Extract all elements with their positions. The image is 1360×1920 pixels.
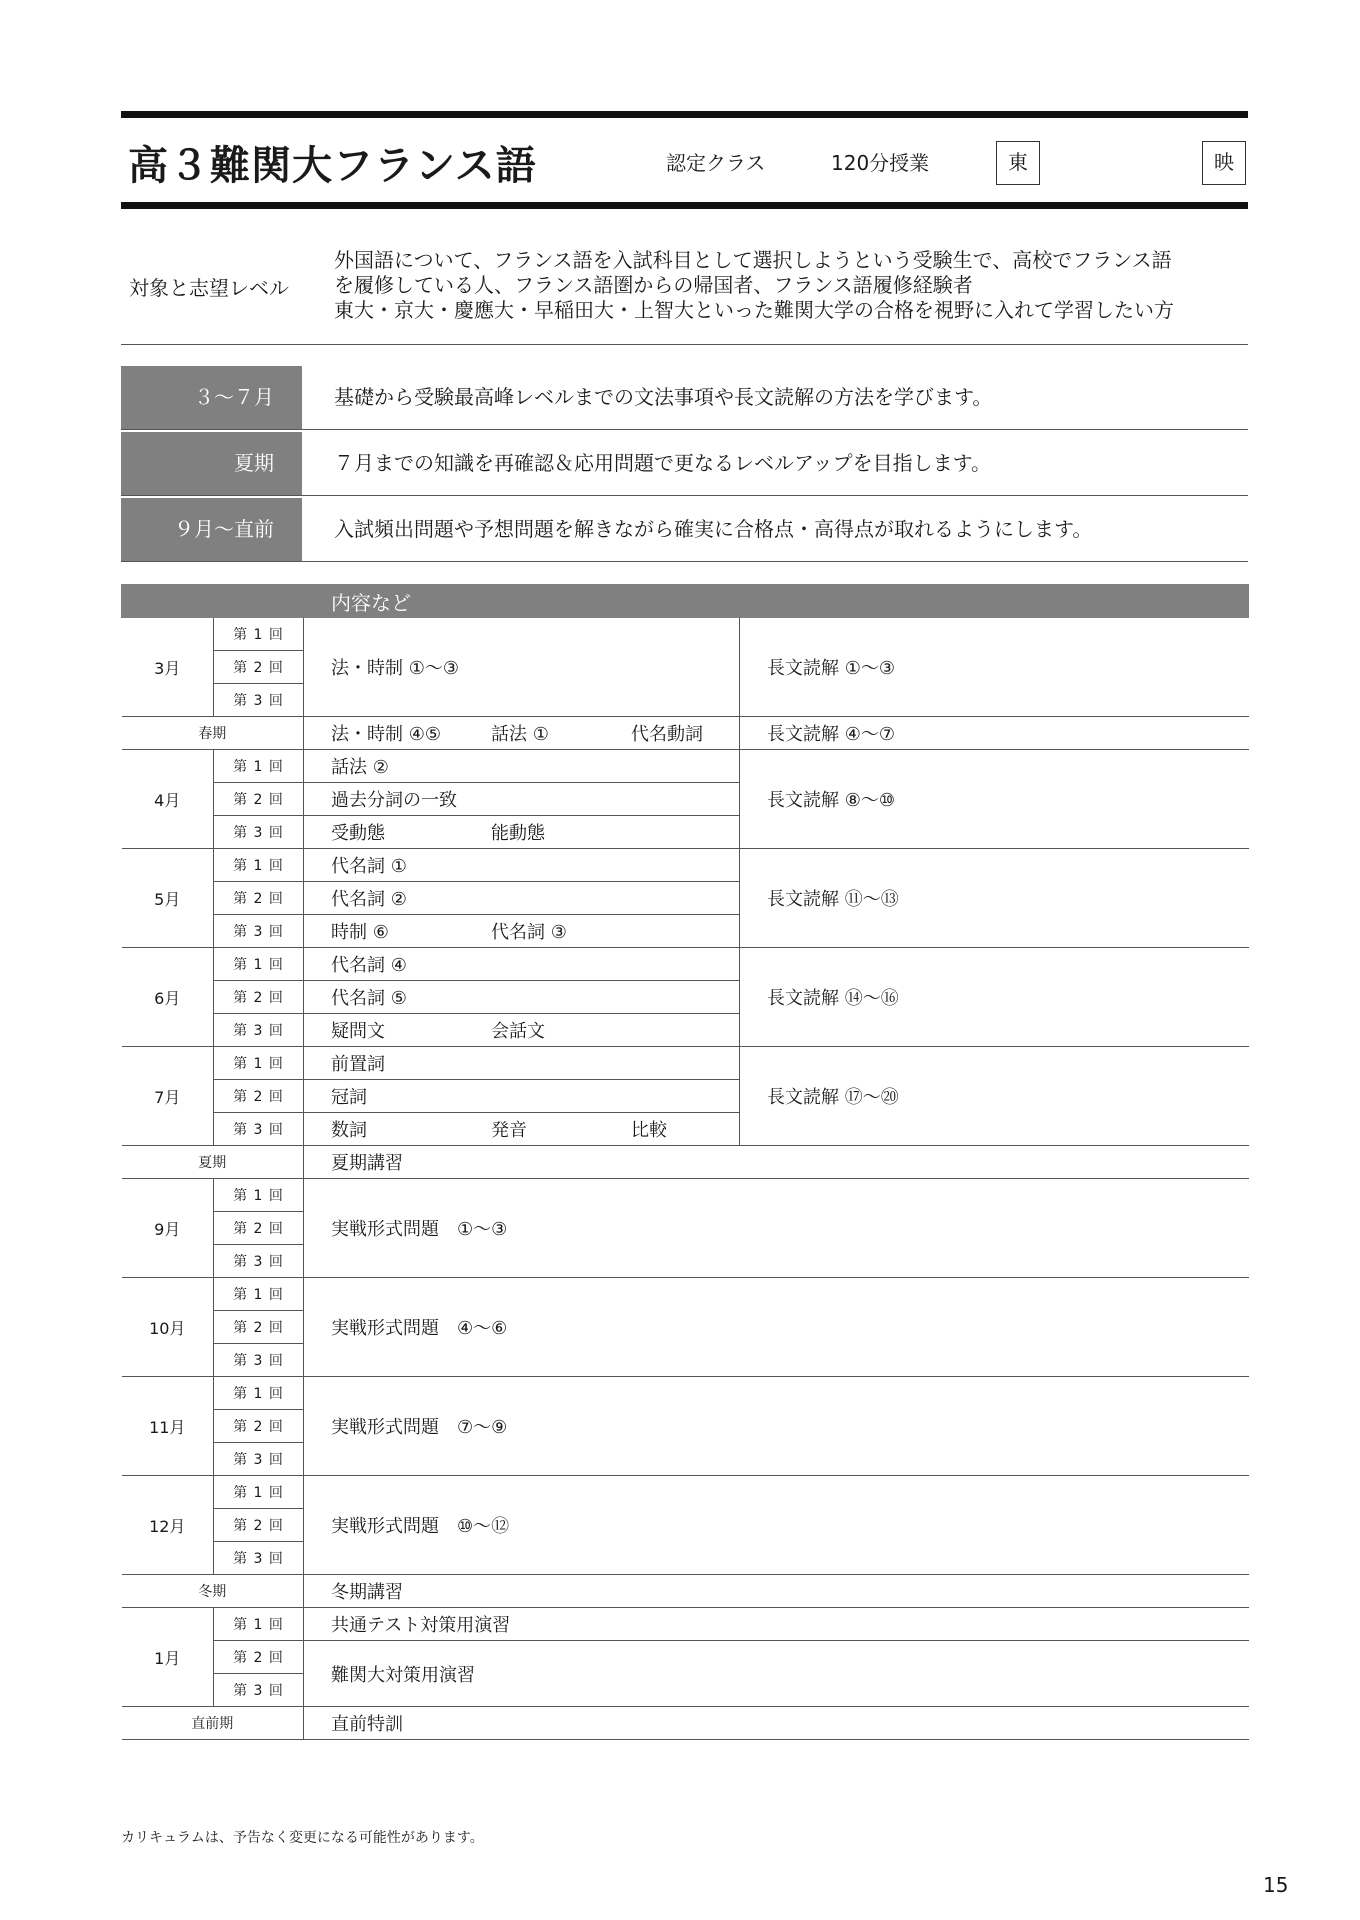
- term-cell: 夏期: [122, 1146, 304, 1179]
- phase-text: 基礎から受験最高峰レベルまでの文法事項や長文読解の方法を学びます。: [334, 385, 993, 409]
- session-cell: 第 3 回: [214, 1245, 304, 1278]
- schedule-table: [121, 584, 1249, 1740]
- content-cell: 実戦形式問題 ⑩～⑫: [304, 1476, 1249, 1575]
- month-cell: 4月: [122, 750, 214, 849]
- session-cell: 第 2 回: [214, 651, 304, 684]
- table-row: [122, 849, 1249, 882]
- session-cell: 第 3 回: [214, 1443, 304, 1476]
- lesson-duration: 120分授業: [831, 151, 930, 175]
- badge-movie: 映: [1202, 141, 1246, 185]
- content-item: 時制 ⑥: [331, 922, 389, 943]
- curriculum-note: カリキュラムは、予告なく変更になる可能性があります。: [121, 1830, 484, 1846]
- badge-east: 東: [996, 141, 1040, 185]
- session-cell: 第 3 回: [214, 1113, 304, 1146]
- content-cell: 実戦形式問題 ⑦～⑨: [304, 1377, 1249, 1476]
- reading-cell: 長文読解 ⑰～⑳: [740, 1047, 1249, 1146]
- phase-text: ７月までの知識を再確認＆応用問題で更なるレベルアップを目指します。: [334, 451, 991, 475]
- term-cell: 冬期: [122, 1575, 304, 1608]
- session-cell: 第 2 回: [214, 783, 304, 816]
- content-cell: 代名詞 ⑤: [304, 981, 740, 1014]
- session-cell: 第 2 回: [214, 1212, 304, 1245]
- session-cell: 第 1 回: [214, 849, 304, 882]
- session-cell: 第 3 回: [214, 1542, 304, 1575]
- table-row: [122, 1179, 1249, 1212]
- reading-cell: 長文読解 ⑭～⑯: [740, 948, 1249, 1047]
- month-cell: 3月: [122, 618, 214, 717]
- phase-label: ３～７月: [121, 366, 302, 429]
- content-cell: 冠詞: [304, 1080, 740, 1113]
- table-row: [122, 1146, 1249, 1179]
- table-row: [122, 1707, 1249, 1740]
- term-cell: 直前期: [122, 1707, 304, 1740]
- reading-cell: 長文読解 ⑧～⑩: [740, 750, 1249, 849]
- content-cell: 共通テスト対策用演習: [304, 1608, 1249, 1641]
- session-cell: 第 3 回: [214, 1344, 304, 1377]
- target-line: を履修している人、フランス語圏からの帰国者、フランス語履修経験者: [334, 273, 973, 297]
- content-item: 比較: [631, 1120, 667, 1141]
- content-cell: [304, 717, 740, 750]
- content-item: 話法 ①: [491, 724, 549, 745]
- phase-text: 入試頻出問題や予想問題を解きながら確実に合格点・高得点が取れるようにします。: [334, 517, 1093, 541]
- session-cell: 第 1 回: [214, 1608, 304, 1641]
- month-cell: 9月: [122, 1179, 214, 1278]
- course-title: 高３難関大フランス語: [128, 143, 537, 189]
- table-row: [122, 948, 1249, 981]
- page-number: 15: [1263, 1873, 1289, 1897]
- month-cell: 10月: [122, 1278, 214, 1377]
- content-item: 代名動詞: [631, 724, 703, 745]
- content-cell: 話法 ②: [304, 750, 740, 783]
- session-cell: 第 2 回: [214, 1311, 304, 1344]
- schedule-header: 内容など: [304, 585, 1249, 618]
- schedule-header-row: [122, 585, 1249, 618]
- phase-row: [121, 498, 1248, 562]
- phase-list: [121, 366, 1248, 564]
- content-item: 数詞: [331, 1120, 367, 1141]
- target-line: 東大・京大・慶應大・早稲田大・上智大といった難関大学の合格を視野に入れて学習したい方: [334, 298, 1174, 322]
- content-item: 法・時制 ④⑤: [331, 724, 441, 745]
- table-row: [122, 1641, 1249, 1674]
- reading-cell: 長文読解 ④～⑦: [740, 717, 1249, 750]
- table-row: [122, 1377, 1249, 1410]
- phase-label: 夏期: [121, 432, 302, 495]
- table-row: [122, 618, 1249, 651]
- course-header: [121, 111, 1248, 209]
- session-cell: 第 1 回: [214, 1179, 304, 1212]
- phase-row: [121, 432, 1248, 496]
- session-cell: 第 1 回: [214, 1476, 304, 1509]
- month-cell: 12月: [122, 1476, 214, 1575]
- content-cell: 実戦形式問題 ①～③: [304, 1179, 1249, 1278]
- content-cell: [304, 1113, 740, 1146]
- session-cell: 第 3 回: [214, 684, 304, 717]
- session-cell: 第 3 回: [214, 816, 304, 849]
- session-cell: 第 3 回: [214, 915, 304, 948]
- reading-cell: 長文読解 ①～③: [740, 618, 1249, 717]
- table-row: [122, 1476, 1249, 1509]
- table-row: [122, 717, 1249, 750]
- content-cell: [304, 1014, 740, 1047]
- month-cell: 7月: [122, 1047, 214, 1146]
- session-cell: 第 1 回: [214, 618, 304, 651]
- content-cell: 代名詞 ①: [304, 849, 740, 882]
- month-cell: 1月: [122, 1608, 214, 1707]
- month-cell: 6月: [122, 948, 214, 1047]
- class-type: 認定クラス: [666, 151, 766, 175]
- session-cell: 第 2 回: [214, 1080, 304, 1113]
- target-line: 外国語について、フランス語を入試科目として選択しようという受験生で、高校でフランス語: [334, 248, 1172, 272]
- month-cell: 11月: [122, 1377, 214, 1476]
- content-cell: 法・時制 ①～③: [304, 618, 740, 717]
- target-text: [334, 248, 1174, 323]
- content-cell: 実戦形式問題 ④～⑥: [304, 1278, 1249, 1377]
- content-item: 会話文: [491, 1021, 545, 1042]
- target-section: [121, 228, 1248, 345]
- content-cell: 過去分詞の一致: [304, 783, 740, 816]
- content-cell: 難関大対策用演習: [304, 1641, 1249, 1707]
- session-cell: 第 1 回: [214, 1047, 304, 1080]
- content-item: 受動態: [331, 823, 385, 844]
- table-row: [122, 1575, 1249, 1608]
- target-label: 対象と志望レベル: [129, 276, 289, 300]
- content-item: 代名詞 ③: [491, 922, 567, 943]
- session-cell: 第 2 回: [214, 1509, 304, 1542]
- term-cell: 春期: [122, 717, 304, 750]
- content-cell: [304, 915, 740, 948]
- month-cell: 5月: [122, 849, 214, 948]
- session-cell: 第 1 回: [214, 948, 304, 981]
- content-item: 発音: [491, 1120, 527, 1141]
- content-cell: 前置詞: [304, 1047, 740, 1080]
- session-cell: 第 2 回: [214, 1641, 304, 1674]
- content-cell: 夏期講習: [304, 1146, 1249, 1179]
- content-cell: 代名詞 ④: [304, 948, 740, 981]
- session-cell: 第 1 回: [214, 750, 304, 783]
- phase-row: [121, 366, 1248, 430]
- session-cell: 第 3 回: [214, 1674, 304, 1707]
- session-cell: 第 1 回: [214, 1377, 304, 1410]
- session-cell: 第 1 回: [214, 1278, 304, 1311]
- content-item: 疑問文: [331, 1021, 385, 1042]
- session-cell: 第 2 回: [214, 981, 304, 1014]
- content-cell: 冬期講習: [304, 1575, 1249, 1608]
- table-row: [122, 1047, 1249, 1080]
- session-cell: 第 3 回: [214, 1014, 304, 1047]
- content-cell: 代名詞 ②: [304, 882, 740, 915]
- session-cell: 第 2 回: [214, 882, 304, 915]
- session-cell: 第 2 回: [214, 1410, 304, 1443]
- table-row: [122, 1278, 1249, 1311]
- content-cell: 直前特訓: [304, 1707, 1249, 1740]
- content-item: 能動態: [491, 823, 545, 844]
- content-cell: [304, 816, 740, 849]
- phase-label: ９月～直前: [121, 498, 302, 561]
- table-row: [122, 1608, 1249, 1641]
- table-row: [122, 750, 1249, 783]
- reading-cell: 長文読解 ⑪～⑬: [740, 849, 1249, 948]
